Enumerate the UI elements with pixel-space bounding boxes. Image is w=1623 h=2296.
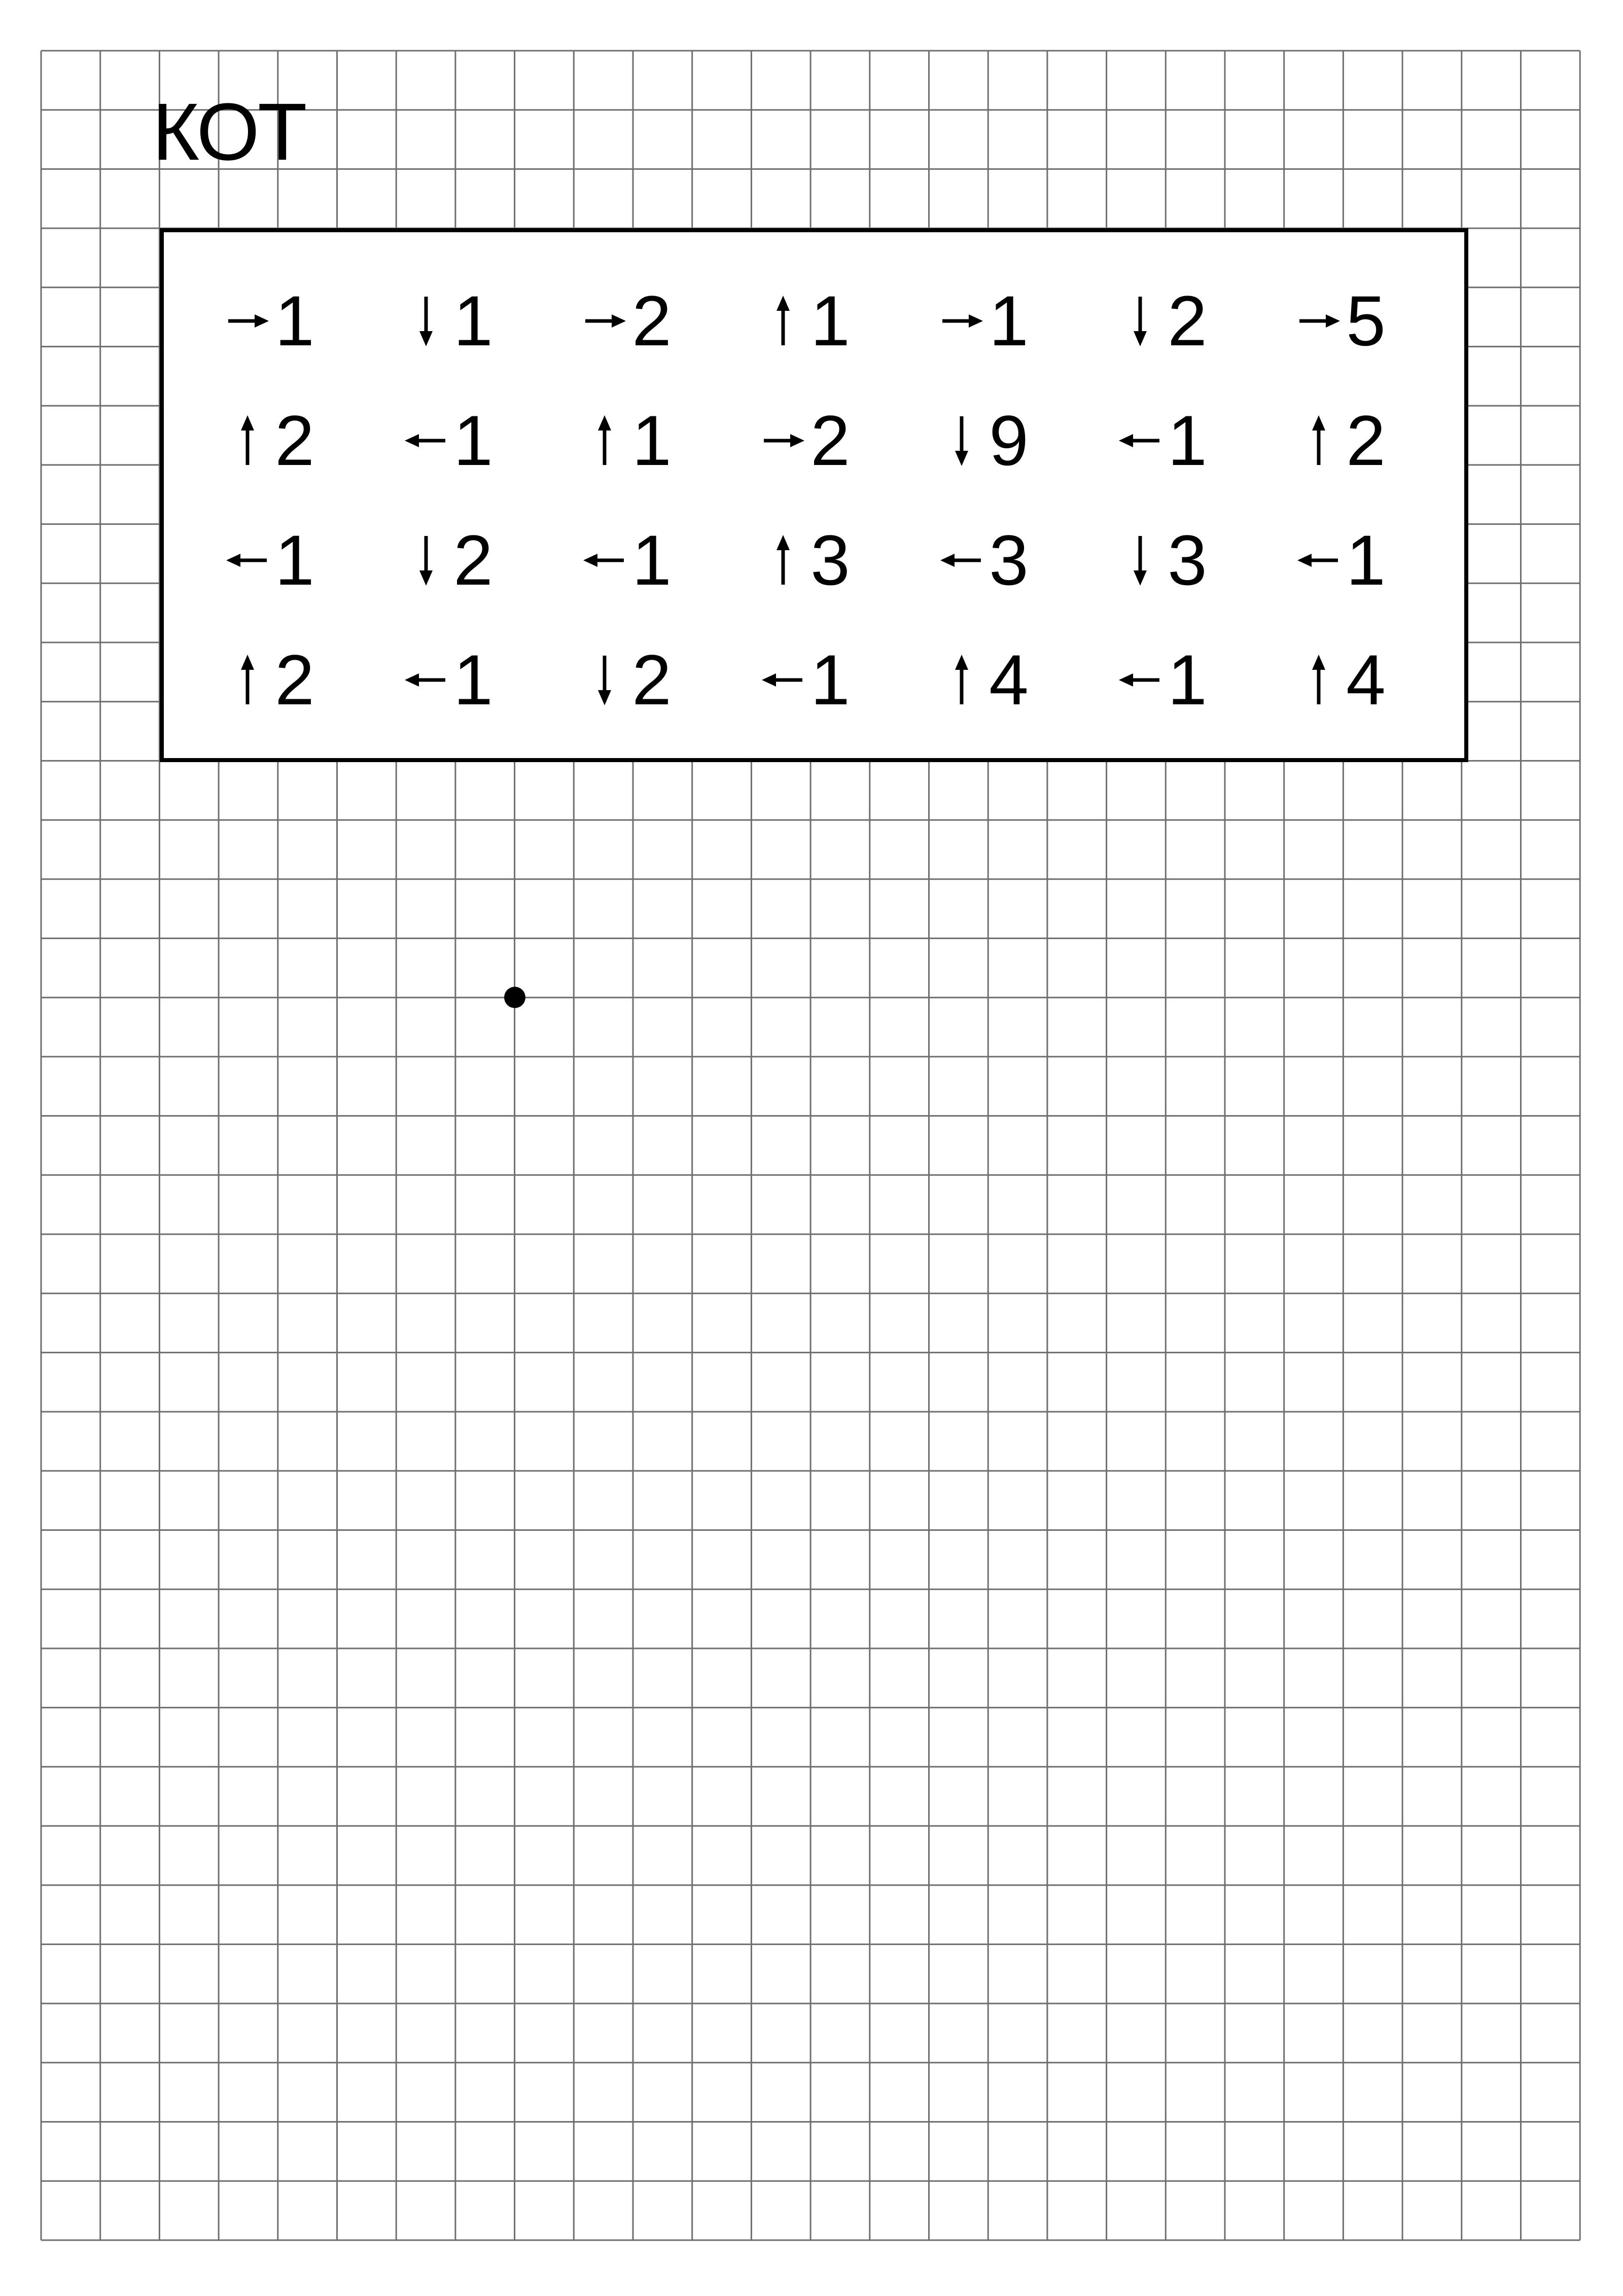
dictation-step: [725, 270, 887, 372]
dictation-step: [368, 510, 530, 611]
step-count: 1: [453, 640, 493, 720]
dictation-step: [189, 629, 351, 731]
step-count: 3: [810, 520, 850, 600]
dictation-step: [1260, 629, 1423, 731]
step-count: 3: [989, 520, 1029, 600]
step-count: 2: [1168, 281, 1207, 361]
arrow-up-icon: [940, 644, 983, 715]
dictation-step: [546, 270, 709, 372]
dictation-step: [546, 510, 709, 611]
step-count: 2: [275, 640, 314, 720]
arrow-down-icon: [1119, 525, 1161, 596]
step-count: 5: [1346, 281, 1386, 361]
step-count: 2: [1346, 401, 1386, 480]
dictation-step: [1082, 390, 1244, 491]
arrow-left-icon: [762, 644, 804, 715]
step-count: 2: [632, 640, 672, 720]
arrow-right-icon: [226, 285, 269, 356]
step-count: 1: [275, 520, 314, 600]
dictation-step: [903, 390, 1066, 491]
arrow-up-icon: [1297, 644, 1340, 715]
step-count: 1: [989, 281, 1029, 361]
dictation-step: [903, 270, 1066, 372]
step-count: 4: [989, 640, 1029, 720]
dictation-step: [546, 629, 709, 731]
arrow-up-icon: [762, 285, 804, 356]
dictation-step: [368, 629, 530, 731]
step-count: 1: [1346, 520, 1386, 600]
step-count: 1: [275, 281, 314, 361]
dictation-step: [189, 510, 351, 611]
arrow-left-icon: [1297, 525, 1340, 596]
arrow-right-icon: [762, 405, 804, 476]
step-count: 1: [810, 281, 850, 361]
step-count: 2: [453, 520, 493, 600]
dictation-step: [725, 510, 887, 611]
dictation-step: [1082, 629, 1244, 731]
arrow-down-icon: [583, 644, 626, 715]
dictation-step: [368, 270, 530, 372]
arrow-up-icon: [226, 405, 269, 476]
dictation-step: [903, 629, 1066, 731]
start-point-dot[interactable]: [504, 987, 525, 1008]
step-count: 2: [810, 401, 850, 480]
step-count: 1: [632, 520, 672, 600]
arrow-right-icon: [1297, 285, 1340, 356]
step-count: 1: [1168, 401, 1207, 480]
dictation-step: [189, 270, 351, 372]
arrow-left-icon: [1119, 405, 1161, 476]
arrow-left-icon: [1119, 644, 1161, 715]
step-count: 1: [453, 281, 493, 361]
instruction-box: [160, 228, 1468, 762]
arrow-left-icon: [405, 405, 447, 476]
worksheet-title: КОТ: [152, 86, 305, 177]
dictation-step: [546, 390, 709, 491]
dictation-step: [725, 390, 887, 491]
arrow-left-icon: [226, 525, 269, 596]
step-count: 1: [810, 640, 850, 720]
arrow-up-icon: [1297, 405, 1340, 476]
arrow-down-icon: [405, 525, 447, 596]
arrow-down-icon: [1119, 285, 1161, 356]
arrow-up-icon: [226, 644, 269, 715]
arrow-left-icon: [583, 525, 626, 596]
step-count: 4: [1346, 640, 1386, 720]
dictation-step: [1082, 510, 1244, 611]
dictation-step: [1260, 390, 1423, 491]
arrow-down-icon: [940, 405, 983, 476]
step-count: 9: [989, 401, 1029, 480]
dictation-step: [903, 510, 1066, 611]
arrow-right-icon: [940, 285, 983, 356]
step-count: 2: [632, 281, 672, 361]
dictation-step: [1260, 270, 1423, 372]
arrow-down-icon: [405, 285, 447, 356]
step-count: 2: [275, 401, 314, 480]
dictation-step: [725, 629, 887, 731]
dictation-step: [1082, 270, 1244, 372]
arrow-up-icon: [762, 525, 804, 596]
dictation-step: [1260, 510, 1423, 611]
arrow-up-icon: [583, 405, 626, 476]
step-count: 1: [453, 401, 493, 480]
step-count: 1: [632, 401, 672, 480]
step-count: 3: [1168, 520, 1207, 600]
arrow-left-icon: [940, 525, 983, 596]
arrow-left-icon: [405, 644, 447, 715]
step-count: 1: [1168, 640, 1207, 720]
arrow-right-icon: [583, 285, 626, 356]
dictation-step: [189, 390, 351, 491]
dictation-step: [368, 390, 530, 491]
